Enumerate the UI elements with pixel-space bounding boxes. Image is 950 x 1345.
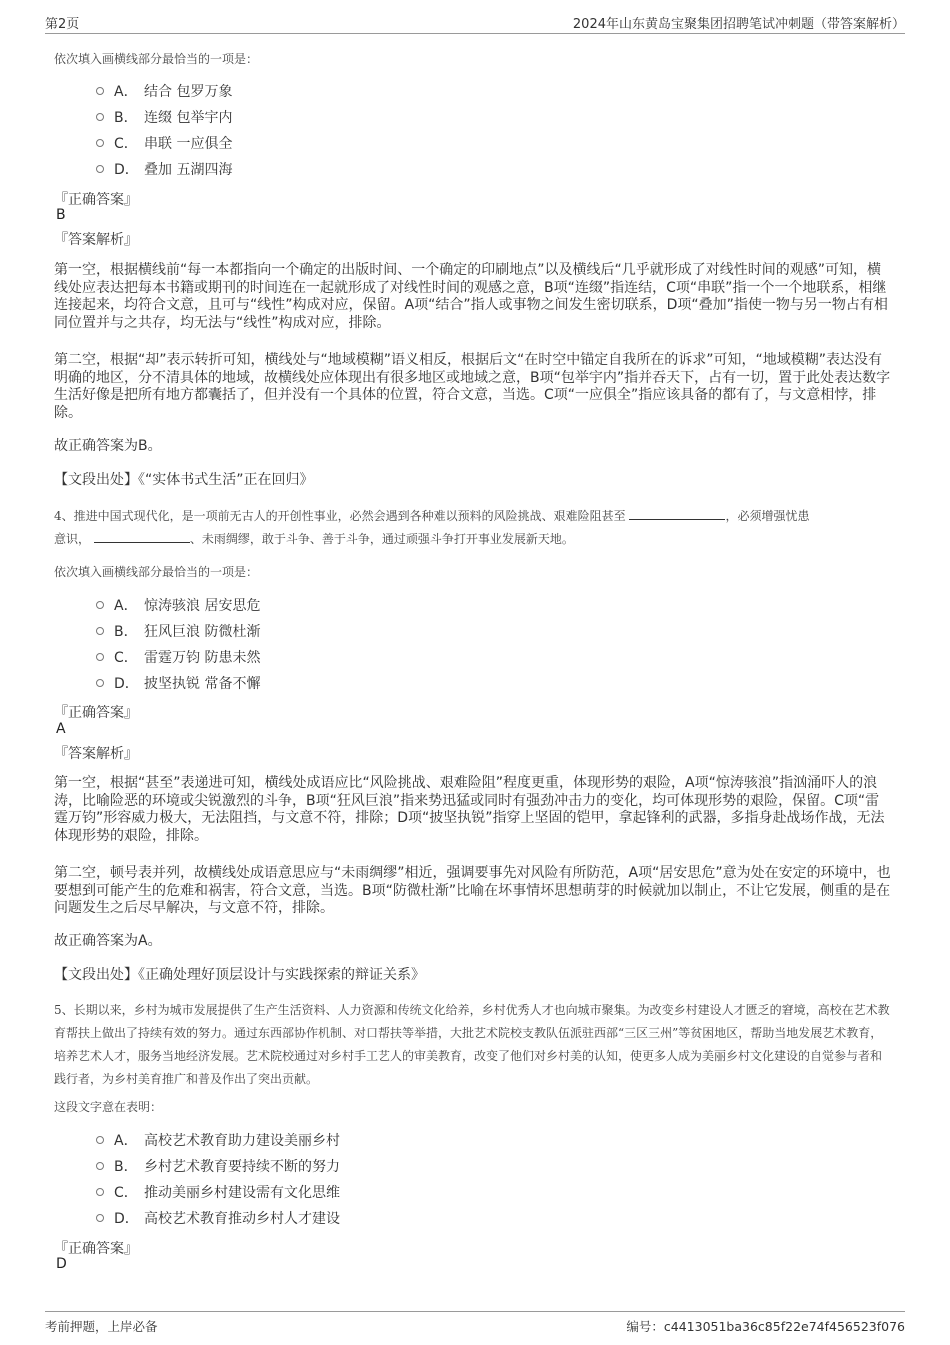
option-text: 乡村艺术教育要持续不断的努力 (144, 1159, 340, 1175)
q4-answer-label: 『正确答案』 (54, 705, 138, 721)
option-letter: B． (114, 624, 138, 640)
radio-icon[interactable] (96, 627, 104, 635)
option-letter: D． (114, 676, 139, 692)
q4-option-a[interactable] (96, 592, 260, 618)
q5-stem: 5、长期以来，乡村为城市发展提供了生产生活资料、人力资源和传统文化给养，乡村优秀人才也向城市聚集。为改变乡村建设人才匮乏的窘境，高校在艺术教育帮扶上做出了持续有效的努力。通过东西部协作机制、对口帮扶等举措，大批艺术院校支教队伍派驻西部“三区三州”等贫困地区，帮助当地发展艺术教育，培养艺术人才，服务当地经济发展。艺术院校通过对乡村手工艺人的审美教育，改变了他们对乡村美的认知，使更多人成为美丽乡村文化建设的自觉参与者和践行者，为乡村美育推广和普及作出了突出贡献。 (54, 1003, 890, 1086)
option-letter: A． (114, 84, 138, 100)
option-letter: A． (114, 1133, 138, 1149)
q3-option-b[interactable] (96, 104, 232, 130)
q4-stem (54, 505, 892, 551)
radio-icon[interactable] (96, 87, 104, 95)
option-text: 连缀 包举宇内 (144, 110, 233, 126)
radio-icon[interactable] (96, 1214, 104, 1222)
option-text: 高校艺术教育助力建设美丽乡村 (144, 1133, 340, 1149)
q4-option-c[interactable] (96, 644, 260, 670)
radio-icon[interactable] (96, 165, 104, 173)
radio-icon[interactable] (96, 679, 104, 687)
radio-icon[interactable] (96, 601, 104, 609)
option-letter: A． (114, 598, 138, 614)
q5-answer-label: 『正确答案』 (54, 1241, 138, 1257)
q3-option-c[interactable] (96, 130, 232, 156)
q5-answer: D (56, 1256, 67, 1272)
q4-option-b[interactable] (96, 618, 260, 644)
q3-options (96, 78, 232, 182)
radio-icon[interactable] (96, 139, 104, 147)
q4-stem-part-2: ，必须增强忧患 (725, 509, 810, 523)
radio-icon[interactable] (96, 1162, 104, 1170)
q3-prompt: 依次填入画横线部分最恰当的一项是： (54, 52, 259, 66)
option-text: 雷霆万钧 防患未然 (144, 650, 261, 666)
q5-options (96, 1127, 340, 1231)
q5-option-a[interactable] (96, 1127, 340, 1153)
q3-option-d[interactable] (96, 156, 232, 182)
q4-prompt: 依次填入画横线部分最恰当的一项是： (54, 565, 259, 579)
option-letter: C． (114, 650, 138, 666)
fill-blank-1 (629, 507, 725, 520)
radio-icon[interactable] (96, 113, 104, 121)
q4-stem-part-1: 4、推进中国式现代化，是一项前无古人的开创性事业，必然会遇到各种难以预料的风险挑战、艰难险阻甚至 (54, 509, 626, 523)
fill-blank-2 (94, 530, 190, 543)
q5-option-b[interactable] (96, 1153, 340, 1179)
option-text: 高校艺术教育推动乡村人才建设 (144, 1211, 340, 1227)
option-letter: D． (114, 1211, 139, 1227)
option-text: 叠加 五湖四海 (144, 162, 233, 178)
option-text: 结合 包罗万象 (144, 84, 233, 100)
page-header (45, 13, 905, 34)
q5-prompt: 这段文字意在表明： (54, 1100, 163, 1114)
q4-analysis-label: 『答案解析』 (54, 746, 138, 762)
q3-analysis-para-2: 第二空，根据“却”表示转折可知，横线处与“地域模糊”语义相反，根据后文“在时空中锚定自我所在的诉求”可知，“地域模糊”表达没有明确的地区，分不清具体的地域，故横线处应体现出有很多地区或地域之意，B项“包举宇内”指并吞天下，占有一切，置于此处表达数字生活好像是把所有地方都囊括了，但并没有一个具体的位置，符合文意，当选。C项“一应俱全”指应该具备的都有了，与文意相悖，排除。 (54, 352, 891, 421)
q4-answer: A (56, 721, 66, 737)
page-footer (45, 1311, 905, 1336)
option-letter: B． (114, 110, 138, 126)
q4-stem-part-4: 、未雨绸缪，敢于斗争、善于斗争，通过顽强斗争打开事业发展新天地。 (189, 532, 574, 546)
q4-analysis-para-1: 第一空，根据“甚至”表递进可知，横线处成语应比“风险挑战、艰难险阻”程度更重，体现形势的艰险，A项“惊涛骇浪”指汹涌吓人的浪涛，比喻险恶的环境或尖锐激烈的斗争，B项“狂风巨浪”指来势迅猛或同时有强劲冲击力的变化，均可体现形势的艰险，保留。C项“雷霆万钧”形容威力极大，无法阻挡，与文意不符，排除；D项“披坚执锐”指穿上坚固的铠甲，拿起锋利的武器，多指身赴战场作战，无法体现形势的艰险，排除。 (54, 775, 885, 844)
document-title: 2024年山东黄岛宝聚集团招聘笔试冲刺题（带答案解析） (572, 17, 905, 32)
footer-serial: 编号：c4413051ba36c85f22e74f456523f076 (626, 1319, 905, 1334)
q3-analysis-para-1: 第一空，根据横线前“每一本都指向一个确定的出版时间、一个确定的印刷地点”以及横线后“几乎就形成了对线性时间的观感”可知，横线处应表达把每本书籍或期刊的时间连在一起就形成了对线性时间的观感之意，B项“连缀”指连结，C项“串联”指一个一个地联系，相继连接起来，均符合文意，且可与“线性”构成对应，保留。A项“结合”指人或事物之间发生密切联系，D项“叠加”指使一物与另一物占有相同位置并与之共存，均无法与“线性”构成对应，排除。 (54, 262, 888, 331)
radio-icon[interactable] (96, 1136, 104, 1144)
q4-source: 【文段出处】《正确处理好顶层设计与实践探索的辩证关系》 (54, 967, 425, 983)
q5-option-c[interactable] (96, 1179, 340, 1205)
q3-answer-label: 『正确答案』 (54, 192, 138, 208)
q3-conclusion: 故正确答案为B。 (54, 438, 162, 454)
option-letter: B． (114, 1159, 138, 1175)
q4-analysis-para-2: 第二空，顿号表并列，故横线处成语意思应与“未雨绸缪”相近，强调要事先对风险有所防范，A项“居安思危”意为处在安定的环境中，也要想到可能产生的危难和祸害，符合文意，当选。B项“防微杜渐”比喻在坏事情坏思想萌芽的时候就加以制止，不让它发展，侧重的是在问题发生之后尽早解决，与文意不符，排除。 (54, 865, 891, 916)
radio-icon[interactable] (96, 1188, 104, 1196)
q3-answer: B (56, 207, 66, 223)
option-text: 推动美丽乡村建设需有文化思维 (144, 1185, 340, 1201)
q4-stem-part-3: 意识， (54, 532, 91, 546)
option-letter: D． (114, 162, 139, 178)
q3-source: 【文段出处】《“实体书式生活”正在回归》 (54, 472, 314, 488)
q4-options (96, 592, 260, 696)
option-text: 惊涛骇浪 居安思危 (144, 598, 261, 614)
footer-slogan: 考前押题，上岸必备 (45, 1319, 158, 1334)
option-text: 串联 一应俱全 (144, 136, 233, 152)
option-text: 披坚执锐 常备不懈 (144, 676, 261, 692)
option-letter: C． (114, 136, 138, 152)
option-letter: C． (114, 1185, 138, 1201)
q4-conclusion: 故正确答案为A。 (54, 933, 162, 949)
option-text: 狂风巨浪 防微杜渐 (144, 624, 261, 640)
page-number: 第2页 (45, 17, 80, 32)
q3-analysis-label: 『答案解析』 (54, 232, 138, 248)
q4-option-d[interactable] (96, 670, 260, 696)
radio-icon[interactable] (96, 653, 104, 661)
q5-option-d[interactable] (96, 1205, 340, 1231)
q3-option-a[interactable] (96, 78, 232, 104)
